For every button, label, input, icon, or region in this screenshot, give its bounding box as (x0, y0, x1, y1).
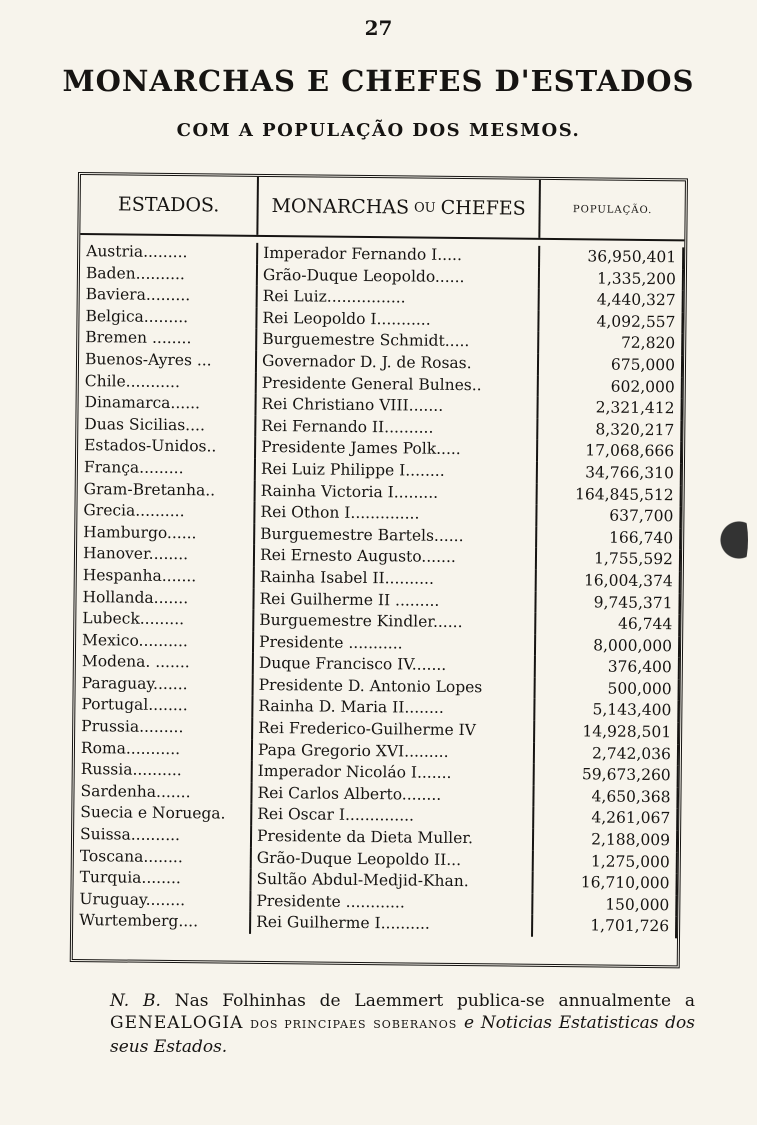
monarcha-cell: Rainha Isabel II.......... (255, 567, 537, 592)
estado-cell: Chile........... (79, 371, 257, 394)
page-number: 27 (364, 16, 393, 40)
population-cell: 16,004,374 (537, 570, 681, 593)
estado-cell: Modena. ....... (76, 651, 254, 674)
population-cell: 2,188,009 (534, 829, 678, 852)
estado-cell: Grecia.......... (77, 500, 255, 523)
monarcha-cell: Presidente da Dieta Muller. (252, 826, 534, 851)
population-cell: 2,321,412 (538, 397, 682, 420)
monarcha-cell: Presidente D. Antonio Lopes (254, 675, 536, 700)
estado-cell: França......... (78, 457, 256, 480)
monarchs-table (70, 172, 688, 968)
estado-cell: Gram-Bretanha.. (78, 479, 256, 502)
monarcha-cell: Rei Leopoldo I........... (257, 308, 539, 333)
header-chefes-label: CHEFES (440, 196, 526, 220)
monarcha-cell: Rei Christiano VIII....... (256, 394, 538, 419)
estado-cell: Hanover........ (77, 543, 255, 566)
population-cell: 17,068,666 (538, 440, 682, 463)
population-cell: 59,673,260 (535, 764, 679, 787)
monarcha-cell: Rei Luiz................ (258, 286, 540, 311)
monarcha-cell: Burguemestre Kindler...... (254, 610, 536, 635)
population-cell: 376,400 (536, 656, 680, 679)
estado-cell: Dinamarca...... (78, 392, 256, 415)
population-cell: 602,000 (539, 375, 683, 398)
population-cell: 8,000,000 (536, 635, 680, 658)
population-cell: 8,320,217 (538, 419, 682, 442)
page-title: MONARCHAS E CHEFES D'ESTADOS (62, 64, 695, 98)
estado-cell: Uruguay........ (73, 889, 251, 912)
footnote (110, 990, 695, 1058)
estado-cell: Austria......... (80, 241, 258, 264)
page-subtitle: COM A POPULAÇÃO DOS MESMOS. (176, 120, 581, 141)
header-monarchas (258, 177, 541, 238)
estado-cell: Portugal........ (75, 694, 253, 717)
footnote-text: Nas Folhinhas de Laemmert publica-se annualmente a (174, 991, 696, 1011)
monarcha-cell: Papa Gregorio XVI......... (253, 740, 535, 765)
footnote-soberanos: SOBERANOS (373, 1018, 458, 1031)
header-ou-label: OU (413, 200, 436, 216)
monarcha-cell: Imperador Nicoláo I....... (253, 761, 535, 786)
monarcha-cell: Rainha Victoria I......... (256, 480, 538, 505)
footnote-nb: N. B. (110, 991, 161, 1011)
monarcha-cell: Grão-Duque Leopoldo II... (252, 847, 534, 872)
monarcha-cell: Presidente James Polk..... (256, 437, 538, 462)
estado-cell: Baden.......... (80, 263, 258, 286)
estado-cell: Prussia......... (75, 716, 253, 739)
monarcha-cell: Presidente ............ (251, 891, 533, 916)
estado-cell: Russia.......... (75, 759, 253, 782)
monarcha-cell: Rei Guilherme II ......... (254, 588, 536, 613)
estado-cell: Hollanda....... (76, 587, 254, 610)
header-estados: ESTADOS. (80, 175, 259, 235)
estado-cell: Hespanha....... (77, 565, 255, 588)
table-body (73, 241, 684, 938)
monarcha-cell: Presidente ........... (254, 632, 536, 657)
estado-cell: Suecia e Noruega. (74, 802, 252, 825)
monarcha-cell: Grão-Duque Leopoldo...... (258, 264, 540, 289)
monarcha-cell: Rei Frederico-Guilherme IV (253, 718, 535, 743)
estado-cell: Buenos-Ayres ... (79, 349, 257, 372)
population-cell: 1,275,000 (534, 850, 678, 873)
estado-cell: Toscana........ (74, 846, 252, 869)
population-cell: 1,701,726 (533, 915, 677, 938)
estado-cell: Duas Sicilias.... (78, 414, 256, 437)
estado-cell: Turquia........ (73, 867, 251, 890)
population-cell: 4,650,368 (534, 786, 678, 809)
monarcha-cell: Burguemestre Schmidt..... (257, 329, 539, 354)
monarcha-cell: Burguemestre Bartels...... (255, 524, 537, 549)
population-cell: 675,000 (539, 354, 683, 377)
estado-cell: Lubeck......... (76, 608, 254, 631)
population-cell: 14,928,501 (535, 721, 679, 744)
estado-cell: Bremen ........ (79, 327, 257, 350)
monarcha-cell: Rei Fernando II.......... (256, 416, 538, 441)
estado-cell: Paraguay....... (76, 673, 254, 696)
footnote-genealogia: GENEALOGIA (110, 1013, 244, 1033)
population-cell: 637,700 (537, 505, 681, 528)
monarcha-cell: Presidente General Bulnes.. (257, 372, 539, 397)
header-monarchas-label: MONARCHAS (271, 195, 410, 219)
population-cell: 5,143,400 (535, 699, 679, 722)
population-cell: 9,745,371 (536, 591, 680, 614)
population-cell: 4,092,557 (539, 311, 683, 334)
monarcha-cell: Duque Francisco IV....... (254, 653, 536, 678)
population-cell: 164,845,512 (538, 483, 682, 506)
estado-cell: Wurtemberg.... (73, 910, 251, 933)
monarcha-cell: Rei Carlos Alberto........ (252, 783, 534, 808)
population-cell: 4,261,067 (534, 807, 678, 830)
footnote-dos-principaes: DOS PRINCIPAES (250, 1018, 367, 1031)
population-cell: 4,440,327 (540, 289, 684, 312)
population-cell: 500,000 (536, 678, 680, 701)
estado-cell: Hamburgo...... (77, 522, 255, 545)
footnote-noticias: Noticias Estatisticas dos seus Estados. (110, 1013, 695, 1057)
estado-cell: Belgica......... (79, 306, 257, 329)
population-cell: 166,740 (537, 527, 681, 550)
estado-cell: Suissa.......... (74, 824, 252, 847)
estado-cell: Roma........... (75, 738, 253, 761)
population-cell: 36,950,401 (540, 246, 684, 269)
population-cell: 1,755,592 (537, 548, 681, 571)
monarcha-cell: Rainha D. Maria II........ (253, 696, 535, 721)
estado-cell: Sardenha....... (74, 781, 252, 804)
monarcha-cell: Rei Othon I.............. (255, 502, 537, 527)
population-cell: 150,000 (533, 894, 677, 917)
monarcha-cell: Rei Oscar I.............. (252, 804, 534, 829)
population-cell: 72,820 (539, 332, 683, 355)
population-cell: 46,744 (536, 613, 680, 636)
estado-cell: Baviera......... (80, 284, 258, 307)
monarcha-cell: Imperador Fernando I..... (258, 243, 540, 268)
monarcha-cell: Rei Ernesto Augusto....... (255, 545, 537, 570)
population-cell: 34,766,310 (538, 462, 682, 485)
monarcha-cell: Governador D. J. de Rosas. (257, 351, 539, 376)
population-cell: 1,335,200 (540, 267, 684, 290)
population-cell: 2,742,036 (535, 742, 679, 765)
monarcha-cell: Rei Luiz Philippe I........ (256, 459, 538, 484)
page-edge-blot (718, 500, 748, 580)
monarcha-cell: Sultão Abdul-Medjid-Khan. (251, 869, 533, 894)
estado-cell: Mexico.......... (76, 630, 254, 653)
population-cell: 16,710,000 (533, 872, 677, 895)
table-header-row (80, 175, 685, 241)
footnote-e: e (464, 1013, 475, 1033)
header-populacao: POPULAÇÃO. (572, 203, 653, 216)
estado-cell: Estados-Unidos.. (78, 435, 256, 458)
monarcha-cell: Rei Guilherme I.......... (251, 912, 533, 937)
